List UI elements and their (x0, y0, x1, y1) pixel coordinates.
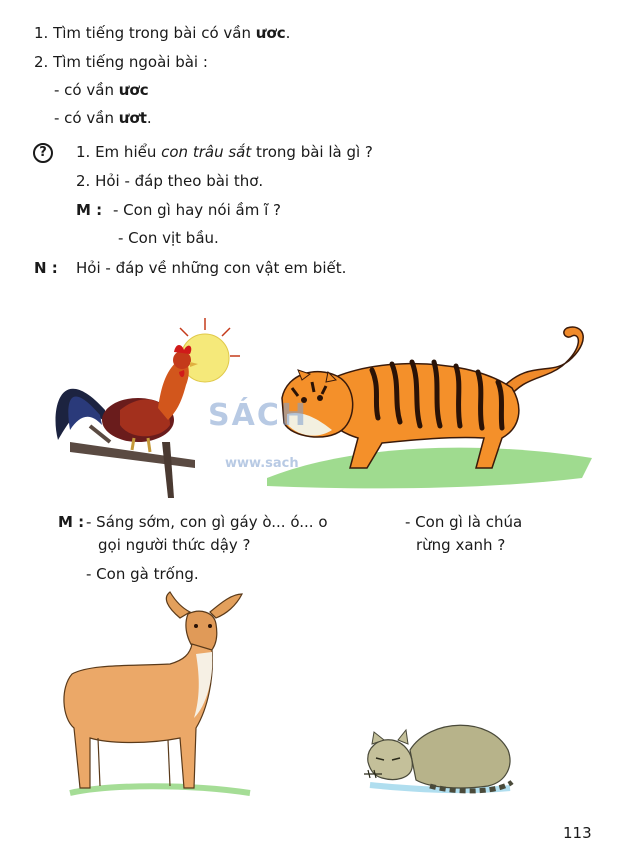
tiger-icon (262, 318, 602, 490)
speaking-label: N : (34, 259, 58, 277)
question-mark-circle-icon: ? (33, 143, 53, 163)
examples-label: M : (58, 513, 85, 531)
exercise-1-end: . (285, 24, 291, 42)
rooster-icon (50, 330, 200, 500)
rhyme-uot: ươt (118, 109, 147, 127)
question-1-end: trong bài là gì ? (251, 143, 373, 161)
page-number: 113 (563, 824, 592, 842)
rhyme-uoc: ươc (118, 81, 149, 99)
exercise-2b (54, 109, 152, 127)
exercise-2a-text: - có vần (54, 81, 119, 99)
tiger-question-line2: rừng xanh ? (416, 536, 506, 554)
speaking-text: Hỏi - đáp về những con vật em biết. (76, 259, 347, 277)
exercise-2: 2. Tìm tiếng ngoài bài : (34, 53, 208, 71)
rooster-answer: - Con gà trống. (86, 565, 199, 583)
question-2: 2. Hỏi - đáp theo bài thơ. (76, 172, 264, 190)
model-answer: - Con vịt bầu. (118, 229, 219, 247)
cat-icon (360, 710, 520, 795)
question-1-text: 1. Em hiểu (76, 143, 162, 161)
question-1-italic: con trâu sắt (161, 143, 252, 161)
rooster-question-line1: - Sáng sớm, con gì gáy ò... ó... o (86, 513, 328, 531)
tiger-question-line1: - Con gì là chúa (405, 513, 523, 531)
deer-icon (50, 588, 270, 808)
exercise-1-text: 1. Tìm tiếng trong bài có vần (34, 24, 256, 42)
rhyme-uoc: ươc (255, 24, 286, 42)
model-label: M : (76, 201, 103, 219)
exercise-2b-text: - có vần (54, 109, 119, 127)
exercise-1 (34, 24, 290, 42)
model-question: - Con gì hay nói ầm ĩ ? (113, 201, 281, 219)
question-1 (76, 143, 373, 161)
watermark-logo: SÁCH (208, 398, 308, 433)
watermark-url: www.sach (225, 456, 299, 471)
exercise-2a (54, 81, 149, 99)
rooster-question-line2: gọi người thức dậy ? (98, 536, 251, 554)
exercise-2b-end: . (146, 109, 152, 127)
